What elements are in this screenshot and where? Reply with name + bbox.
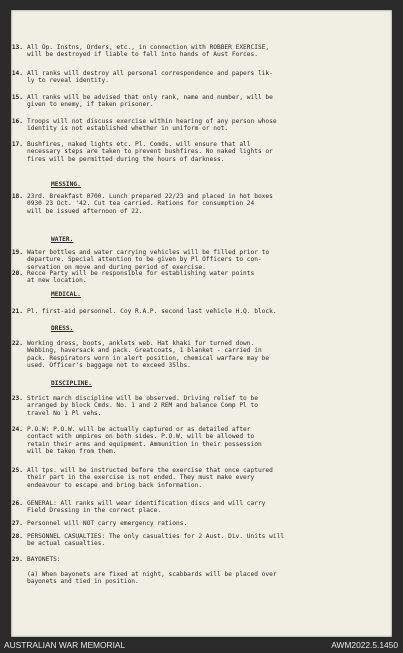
paragraph-line: used. Officer's baggage not to exceed 35lbs.	[27, 361, 191, 369]
paragraph-item	[11, 395, 379, 417]
paragraph-line: 0930 23 Oct. '42. Cut tea carried. Rations for consumption 24	[27, 200, 255, 208]
paragraph-line: Field Dressing in the correct place.	[27, 507, 162, 515]
heading-medical: MEDICAL.	[51, 291, 81, 298]
paragraph-number: 18.	[11, 193, 23, 200]
paragraph-line: Personnel will NOT carry emergency rations.	[27, 520, 188, 527]
paragraph-item	[11, 340, 379, 369]
paragraph-number: 28.	[11, 533, 23, 540]
paragraph-line: Troops will not discuss exercise within hearing of any person whose	[27, 118, 277, 125]
paragraph-line: contact with umpires on both sides. P.O.W. will be allowed to	[27, 433, 255, 441]
paragraph-line: servation on move and during period of exercise.	[27, 263, 206, 271]
paragraph-number: 15.	[11, 94, 23, 101]
paragraph-number: 22.	[11, 340, 23, 347]
paragraph-line: will be issued afternoon of 22.	[27, 207, 143, 215]
paragraph-line: fires will be permitted during the hours of darkness.	[27, 155, 225, 163]
paragraph-number: 24.	[11, 426, 23, 433]
heading-messing: MESSING.	[51, 181, 81, 188]
paragraph-item	[11, 249, 379, 271]
paragraph-item	[11, 467, 379, 489]
paragraph-line: will be destroyed if liable to fall into hands of Aust Forces.	[27, 51, 258, 59]
paragraph-line: departure. Special attention to be given by Pl Officers to con-	[27, 256, 262, 264]
paragraph-line: Pl. first-aid personnel. Coy R.A.P. second last vehicle H.Q. block.	[27, 308, 277, 315]
paragraph-number: 25.	[11, 467, 23, 474]
paragraph-line: All ranks will be advised that only rank, name and number, will be	[27, 94, 273, 101]
paragraph-line: Bushfires, naked lights etc. Pl. Comds. will ensure that all	[27, 141, 251, 148]
paragraph-item	[11, 118, 379, 133]
paragraph-line: given to enemy, if taken prisoner.	[27, 101, 154, 109]
paragraph-line: be actual casualties.	[27, 540, 106, 548]
paragraph-line: travel No 1 Pl vehs.	[27, 409, 102, 417]
paragraph-number: 26.	[11, 500, 23, 507]
paragraph-line: Working dress, boots, anklets web. Hat khaki fur turned down.	[27, 340, 255, 347]
paragraph-number: 14.	[11, 70, 23, 77]
paragraph-line	[27, 563, 379, 570]
paragraph-item	[11, 44, 379, 59]
paragraph-line: will be taken from them.	[27, 447, 117, 455]
paragraph-line: necessary steps are taken to prevent bushfires. No naked lights or	[27, 148, 273, 156]
paragraph-line: P.O.W: P.O.W. will be actually captured or as detailed after	[27, 426, 251, 433]
paragraph-number: 13.	[11, 44, 23, 51]
paragraph-line: retain their arms and equipment. Ammunition in their possession	[27, 440, 262, 448]
paragraph-line: All tps. will be instructed before the exercise that once captured	[27, 467, 273, 474]
paragraph-line: Water bottles and water carrying vehicles will be filled prior to	[27, 249, 270, 256]
paragraph-number: 23.	[11, 395, 23, 402]
paragraph-line: pack. Respirators worn in alert position, chemical warfare may be	[27, 354, 270, 362]
paragraph-item	[11, 94, 379, 109]
paragraph-line: their part in the exercise is not ended. They must make every	[27, 474, 255, 482]
paragraph-item	[11, 308, 379, 315]
paragraph-number: 17.	[11, 141, 23, 148]
paragraph-item	[11, 533, 379, 548]
paragraph-line: identity is not established whether in uniform or not.	[27, 125, 229, 133]
paragraph-item	[11, 70, 379, 85]
paragraph-item	[11, 556, 379, 585]
paragraph-item	[11, 500, 379, 515]
heading-dress: DRESS.	[51, 325, 74, 332]
footer-accession-number: AWM2022.5.1450	[331, 640, 398, 650]
paragraph-line: All Op. Instns, Orders, etc., in connection with ROBBER EXERCISE,	[27, 44, 270, 51]
paragraph-line: at new location.	[27, 277, 87, 285]
paragraph-line: PERSONNEL CASUALTIES: The only casualties for 2 Aust. Div. Units will	[27, 533, 285, 540]
heading-discipline: DISCIPLINE.	[51, 380, 92, 387]
paragraph-line: bayonets and tied in position.	[27, 577, 139, 585]
paragraph-line: Strict march discipline will be observed. Driving relief to be	[27, 395, 258, 402]
footer-bar	[0, 638, 403, 653]
paragraph-number: 19.	[11, 249, 23, 256]
paragraph-number: 16.	[11, 118, 23, 125]
paragraph-line: All ranks will destroy all personal correspondence and papers lik-	[27, 70, 273, 77]
paragraph-number: 20.	[11, 270, 23, 277]
paragraph-item	[11, 426, 379, 455]
paragraph-number: 27.	[11, 520, 23, 527]
paragraph-line: BAYONETS:	[27, 556, 61, 563]
paragraph-item	[11, 520, 379, 527]
footer-credit: AUSTRALIAN WAR MEMORIAL	[4, 640, 126, 650]
paragraph-line: arranged by block Cmds. No. 1 and 2 REM and balance Comp Pl to	[27, 402, 258, 410]
paragraph-line: endeavour to escape and bring back information.	[27, 481, 203, 489]
paragraph-number: 29.	[11, 556, 23, 563]
paragraph-line: ly to reveal identity.	[27, 77, 109, 85]
paragraph-number: 21.	[11, 308, 23, 315]
paragraph-item	[11, 141, 379, 163]
paragraph-line: GENERAL: All ranks will wear identification discs and will carry	[27, 500, 266, 507]
paragraph-line: Recce Party will be responsible for establishing water points	[27, 270, 255, 277]
paragraph-line: 23rd. Breakfast 0700. Lunch prepared 22/23 and placed in hot boxes	[27, 193, 273, 200]
paragraph-line: Webbing, haversack and pack. Greatcoats, 1 blanket - carried in	[27, 347, 262, 355]
paragraph-line: (a) When bayonets are fixed at night, scabbards will be placed over	[27, 570, 277, 578]
paragraph-item	[11, 193, 379, 215]
heading-water: WATER.	[51, 236, 74, 243]
paragraph-item	[11, 270, 379, 285]
